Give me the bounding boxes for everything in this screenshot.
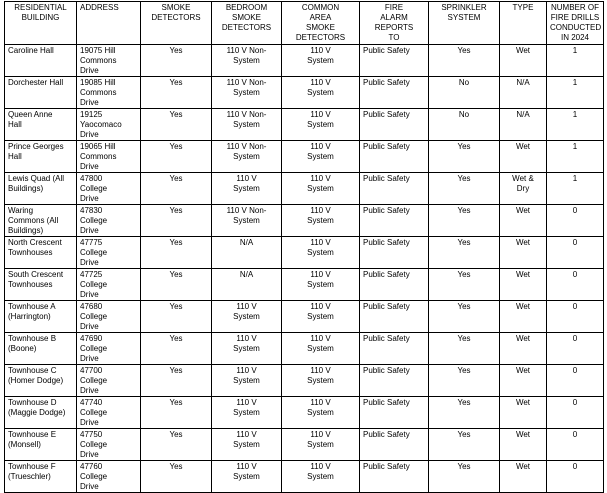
fire-drills-count-text: 0 <box>572 238 578 247</box>
building-name-text: Caroline Hall <box>8 46 54 55</box>
cell-building-name <box>5 109 77 141</box>
cell-building-name <box>5 77 77 109</box>
cell-common-area-smoke-detectors <box>282 237 360 269</box>
header-smoke-detectors: SMOKE DETECTORS <box>141 2 212 45</box>
fire-drills-count-text: 0 <box>572 462 578 471</box>
table-row <box>5 237 604 269</box>
cell-type <box>500 77 547 109</box>
header-row <box>5 2 604 45</box>
cell-building-name <box>5 173 77 205</box>
address-text: 19125 Yaocomaco Drive <box>80 110 122 139</box>
cell-address <box>77 45 141 77</box>
cell-bedroom-smoke-detectors <box>212 365 282 397</box>
cell-sprinkler-system <box>429 333 500 365</box>
smoke-detectors-text: Yes <box>169 398 183 407</box>
smoke-detectors-text: Yes <box>169 334 183 343</box>
table-row <box>5 45 604 77</box>
table-row <box>5 301 604 333</box>
fire-alarm-reports-to-text: Public Safety <box>363 334 410 343</box>
header-fire-drills-2024: NUMBER OF FIRE DRILLS CONDUCTED IN 2024 <box>547 2 604 45</box>
type-text: Wet <box>515 366 531 375</box>
cell-building-name <box>5 301 77 333</box>
cell-smoke-detectors <box>141 269 212 301</box>
cell-sprinkler-system <box>429 301 500 333</box>
cell-common-area-smoke-detectors <box>282 397 360 429</box>
address-text: 47690 College Drive <box>80 334 108 363</box>
common-area-smoke-detectors-text: 110 V System <box>307 174 334 193</box>
building-name-text: South Crescent Townhouses <box>8 270 64 289</box>
common-area-smoke-detectors-text: 110 V System <box>307 142 334 161</box>
fire-alarm-reports-to-text: Public Safety <box>363 174 410 183</box>
type-text: Wet <box>515 238 531 247</box>
smoke-detectors-text: Yes <box>169 270 183 279</box>
bedroom-smoke-detectors-text: 110 V Non- System <box>226 46 267 65</box>
cell-fire-alarm-reports-to <box>360 173 429 205</box>
cell-fire-drills-count <box>547 333 604 365</box>
type-text: Wet <box>515 46 531 55</box>
cell-sprinkler-system <box>429 173 500 205</box>
fire-alarm-reports-to-text: Public Safety <box>363 78 410 87</box>
cell-common-area-smoke-detectors <box>282 365 360 397</box>
type-text: Wet <box>515 462 531 471</box>
fire-drills-count-text: 0 <box>572 430 578 439</box>
cell-fire-alarm-reports-to <box>360 205 429 237</box>
fire-drills-count-text: 1 <box>572 174 578 183</box>
cell-smoke-detectors <box>141 397 212 429</box>
cell-building-name <box>5 397 77 429</box>
fire-alarm-reports-to-text: Public Safety <box>363 206 410 215</box>
cell-address <box>77 365 141 397</box>
cell-fire-alarm-reports-to <box>360 333 429 365</box>
cell-smoke-detectors <box>141 429 212 461</box>
building-name-text: Prince Georges Hall <box>8 142 64 161</box>
cell-sprinkler-system <box>429 77 500 109</box>
header-bedroom-smoke-detectors: BEDROOM SMOKE DETECTORS <box>212 2 282 45</box>
cell-address <box>77 429 141 461</box>
sprinkler-system-text: Yes <box>457 174 471 183</box>
cell-fire-drills-count <box>547 397 604 429</box>
cell-bedroom-smoke-detectors <box>212 205 282 237</box>
cell-type <box>500 237 547 269</box>
smoke-detectors-text: Yes <box>169 78 183 87</box>
building-name-text: Lewis Quad (All Buildings) <box>8 174 65 193</box>
building-name-text: Dorchester Hall <box>8 78 64 87</box>
fire-alarm-reports-to-text: Public Safety <box>363 302 410 311</box>
sprinkler-system-text: Yes <box>457 462 471 471</box>
cell-sprinkler-system <box>429 397 500 429</box>
sprinkler-system-text: Yes <box>457 334 471 343</box>
bedroom-smoke-detectors-text: 110 V System <box>233 430 260 449</box>
cell-sprinkler-system <box>429 109 500 141</box>
table-row <box>5 205 604 237</box>
cell-common-area-smoke-detectors <box>282 109 360 141</box>
cell-bedroom-smoke-detectors <box>212 269 282 301</box>
common-area-smoke-detectors-text: 110 V System <box>307 110 334 129</box>
common-area-smoke-detectors-text: 110 V System <box>307 334 334 353</box>
cell-type <box>500 269 547 301</box>
cell-fire-alarm-reports-to <box>360 77 429 109</box>
building-name-text: Townhouse E (Monsell) <box>8 430 57 449</box>
header-residential-building: RESIDENTIAL BUILDING <box>5 2 77 45</box>
cell-fire-alarm-reports-to <box>360 365 429 397</box>
fire-drills-count-text: 1 <box>572 142 578 151</box>
cell-building-name <box>5 333 77 365</box>
bedroom-smoke-detectors-text: N/A <box>239 270 254 279</box>
cell-bedroom-smoke-detectors <box>212 429 282 461</box>
address-text: 47725 College Drive <box>80 270 108 299</box>
cell-sprinkler-system <box>429 237 500 269</box>
type-text: Wet <box>515 430 531 439</box>
address-text: 19065 Hill Commons Drive <box>80 142 117 171</box>
building-name-text: Townhouse C (Homer Dodge) <box>8 366 64 385</box>
common-area-smoke-detectors-text: 110 V System <box>307 462 334 481</box>
bedroom-smoke-detectors-text: 110 V Non- System <box>226 78 267 97</box>
common-area-smoke-detectors-text: 110 V System <box>307 206 334 225</box>
type-text: Wet <box>515 142 531 151</box>
cell-fire-alarm-reports-to <box>360 141 429 173</box>
cell-fire-drills-count <box>547 461 604 493</box>
cell-address <box>77 269 141 301</box>
fire-alarm-reports-to-text: Public Safety <box>363 142 410 151</box>
cell-bedroom-smoke-detectors <box>212 77 282 109</box>
header-sprinkler-system: SPRINKLER SYSTEM <box>429 2 500 45</box>
cell-sprinkler-system <box>429 45 500 77</box>
building-name-text: North Crescent Townhouses <box>8 238 62 257</box>
table-row <box>5 77 604 109</box>
address-text: 47800 College Drive <box>80 174 108 203</box>
cell-type <box>500 397 547 429</box>
table-row <box>5 365 604 397</box>
common-area-smoke-detectors-text: 110 V System <box>307 430 334 449</box>
cell-smoke-detectors <box>141 109 212 141</box>
cell-fire-alarm-reports-to <box>360 45 429 77</box>
cell-address <box>77 205 141 237</box>
sprinkler-system-text: Yes <box>457 270 471 279</box>
address-text: 47680 College Drive <box>80 302 108 331</box>
cell-type <box>500 109 547 141</box>
cell-bedroom-smoke-detectors <box>212 173 282 205</box>
cell-building-name <box>5 269 77 301</box>
type-text: Wet <box>515 334 531 343</box>
cell-common-area-smoke-detectors <box>282 205 360 237</box>
cell-bedroom-smoke-detectors <box>212 237 282 269</box>
cell-address <box>77 77 141 109</box>
cell-common-area-smoke-detectors <box>282 429 360 461</box>
bedroom-smoke-detectors-text: 110 V System <box>233 334 260 353</box>
cell-type <box>500 333 547 365</box>
fire-alarm-reports-to-text: Public Safety <box>363 238 410 247</box>
cell-fire-alarm-reports-to <box>360 301 429 333</box>
building-name-text: Waring Commons (All Buildings) <box>8 206 59 235</box>
cell-smoke-detectors <box>141 301 212 333</box>
cell-address <box>77 397 141 429</box>
cell-smoke-detectors <box>141 461 212 493</box>
fire-alarm-reports-to-text: Public Safety <box>363 398 410 407</box>
building-name-text: Townhouse F (Trueschler) <box>8 462 56 481</box>
fire-alarm-reports-to-text: Public Safety <box>363 366 410 375</box>
sprinkler-system-text: Yes <box>457 142 471 151</box>
smoke-detectors-text: Yes <box>169 302 183 311</box>
cell-building-name <box>5 45 77 77</box>
cell-type <box>500 301 547 333</box>
common-area-smoke-detectors-text: 110 V System <box>307 78 334 97</box>
cell-address <box>77 461 141 493</box>
cell-smoke-detectors <box>141 45 212 77</box>
cell-bedroom-smoke-detectors <box>212 141 282 173</box>
cell-smoke-detectors <box>141 173 212 205</box>
cell-fire-alarm-reports-to <box>360 109 429 141</box>
cell-type <box>500 173 547 205</box>
type-text: Wet <box>515 398 531 407</box>
cell-type <box>500 429 547 461</box>
address-text: 47750 College Drive <box>80 430 108 459</box>
cell-common-area-smoke-detectors <box>282 45 360 77</box>
smoke-detectors-text: Yes <box>169 238 183 247</box>
table-row <box>5 269 604 301</box>
cell-fire-drills-count <box>547 109 604 141</box>
cell-fire-alarm-reports-to <box>360 397 429 429</box>
common-area-smoke-detectors-text: 110 V System <box>307 270 334 289</box>
address-text: 19075 Hill Commons Drive <box>80 46 117 75</box>
cell-smoke-detectors <box>141 77 212 109</box>
cell-building-name <box>5 237 77 269</box>
cell-bedroom-smoke-detectors <box>212 109 282 141</box>
cell-address <box>77 173 141 205</box>
sprinkler-system-text: Yes <box>457 302 471 311</box>
cell-fire-alarm-reports-to <box>360 269 429 301</box>
fire-alarm-reports-to-text: Public Safety <box>363 430 410 439</box>
cell-bedroom-smoke-detectors <box>212 397 282 429</box>
cell-bedroom-smoke-detectors <box>212 45 282 77</box>
cell-sprinkler-system <box>429 429 500 461</box>
cell-fire-alarm-reports-to <box>360 237 429 269</box>
header-common-area-smoke-detectors: COMMON AREA SMOKE DETECTORS <box>282 2 360 45</box>
bedroom-smoke-detectors-text: 110 V System <box>233 302 260 321</box>
table-row <box>5 429 604 461</box>
fire-drills-count-text: 0 <box>572 302 578 311</box>
cell-common-area-smoke-detectors <box>282 141 360 173</box>
fire-drills-count-text: 0 <box>572 398 578 407</box>
address-text: 47830 College Drive <box>80 206 108 235</box>
bedroom-smoke-detectors-text: 110 V Non- System <box>226 206 267 225</box>
header-fire-alarm-reports-to: FIRE ALARM REPORTS TO <box>360 2 429 45</box>
fire-drills-count-text: 1 <box>572 78 578 87</box>
cell-common-area-smoke-detectors <box>282 333 360 365</box>
cell-address <box>77 109 141 141</box>
bedroom-smoke-detectors-text: 110 V Non- System <box>226 110 267 129</box>
cell-address <box>77 301 141 333</box>
fire-safety-table <box>4 1 604 493</box>
sprinkler-system-text: Yes <box>457 206 471 215</box>
address-text: 47760 College Drive <box>80 462 108 491</box>
cell-type <box>500 141 547 173</box>
cell-smoke-detectors <box>141 205 212 237</box>
cell-fire-drills-count <box>547 173 604 205</box>
table-row <box>5 333 604 365</box>
cell-type <box>500 365 547 397</box>
cell-building-name <box>5 365 77 397</box>
cell-building-name <box>5 205 77 237</box>
fire-drills-count-text: 1 <box>572 46 578 55</box>
cell-fire-drills-count <box>547 141 604 173</box>
table-row <box>5 173 604 205</box>
cell-sprinkler-system <box>429 461 500 493</box>
address-text: 47700 College Drive <box>80 366 108 395</box>
cell-smoke-detectors <box>141 333 212 365</box>
sprinkler-system-text: Yes <box>457 430 471 439</box>
cell-fire-drills-count <box>547 269 604 301</box>
fire-alarm-reports-to-text: Public Safety <box>363 270 410 279</box>
cell-sprinkler-system <box>429 141 500 173</box>
sprinkler-system-text: No <box>458 110 470 119</box>
type-text: Wet <box>515 206 531 215</box>
bedroom-smoke-detectors-text: 110 V Non- System <box>226 142 267 161</box>
smoke-detectors-text: Yes <box>169 46 183 55</box>
bedroom-smoke-detectors-text: N/A <box>239 238 254 247</box>
cell-type <box>500 461 547 493</box>
cell-common-area-smoke-detectors <box>282 77 360 109</box>
type-text: Wet <box>515 270 531 279</box>
cell-type <box>500 45 547 77</box>
fire-drills-count-text: 0 <box>572 270 578 279</box>
smoke-detectors-text: Yes <box>169 142 183 151</box>
cell-address <box>77 333 141 365</box>
cell-fire-drills-count <box>547 237 604 269</box>
bedroom-smoke-detectors-text: 110 V System <box>233 398 260 417</box>
table-body <box>5 45 604 493</box>
cell-building-name <box>5 461 77 493</box>
sprinkler-system-text: Yes <box>457 238 471 247</box>
address-text: 19085 Hill Commons Drive <box>80 78 117 107</box>
smoke-detectors-text: Yes <box>169 110 183 119</box>
cell-common-area-smoke-detectors <box>282 269 360 301</box>
table-row <box>5 141 604 173</box>
fire-drills-count-text: 0 <box>572 334 578 343</box>
type-text: N/A <box>516 110 530 119</box>
cell-fire-drills-count <box>547 77 604 109</box>
fire-alarm-reports-to-text: Public Safety <box>363 110 410 119</box>
type-text: N/A <box>516 78 530 87</box>
fire-drills-count-text: 1 <box>572 110 578 119</box>
cell-building-name <box>5 429 77 461</box>
fire-safety-document <box>4 1 603 493</box>
cell-sprinkler-system <box>429 269 500 301</box>
building-name-text: Townhouse A (Harrington) <box>8 302 56 321</box>
cell-building-name <box>5 141 77 173</box>
table-row <box>5 461 604 493</box>
bedroom-smoke-detectors-text: 110 V System <box>233 462 260 481</box>
common-area-smoke-detectors-text: 110 V System <box>307 366 334 385</box>
cell-smoke-detectors <box>141 141 212 173</box>
cell-fire-drills-count <box>547 365 604 397</box>
cell-fire-alarm-reports-to <box>360 429 429 461</box>
cell-address <box>77 141 141 173</box>
building-name-text: Queen Anne Hall <box>8 110 53 129</box>
common-area-smoke-detectors-text: 110 V System <box>307 398 334 417</box>
smoke-detectors-text: Yes <box>169 430 183 439</box>
cell-type <box>500 205 547 237</box>
type-text: Wet & Dry <box>512 174 534 193</box>
cell-sprinkler-system <box>429 205 500 237</box>
address-text: 47775 College Drive <box>80 238 108 267</box>
sprinkler-system-text: Yes <box>457 46 471 55</box>
fire-alarm-reports-to-text: Public Safety <box>363 462 410 471</box>
common-area-smoke-detectors-text: 110 V System <box>307 46 334 65</box>
cell-common-area-smoke-detectors <box>282 461 360 493</box>
cell-fire-drills-count <box>547 205 604 237</box>
building-name-text: Townhouse D (Maggie Dodge) <box>8 398 66 417</box>
bedroom-smoke-detectors-text: 110 V System <box>233 366 260 385</box>
cell-address <box>77 237 141 269</box>
cell-fire-drills-count <box>547 45 604 77</box>
building-name-text: Townhouse B (Boone) <box>8 334 57 353</box>
smoke-detectors-text: Yes <box>169 366 183 375</box>
bedroom-smoke-detectors-text: 110 V System <box>233 174 260 193</box>
smoke-detectors-text: Yes <box>169 462 183 471</box>
cell-fire-drills-count <box>547 301 604 333</box>
fire-drills-count-text: 0 <box>572 366 578 375</box>
header-type: TYPE <box>500 2 547 45</box>
cell-fire-alarm-reports-to <box>360 461 429 493</box>
smoke-detectors-text: Yes <box>169 206 183 215</box>
header-address: ADDRESS <box>77 2 141 45</box>
fire-drills-count-text: 0 <box>572 206 578 215</box>
cell-bedroom-smoke-detectors <box>212 333 282 365</box>
sprinkler-system-text: Yes <box>457 366 471 375</box>
cell-sprinkler-system <box>429 365 500 397</box>
cell-smoke-detectors <box>141 365 212 397</box>
common-area-smoke-detectors-text: 110 V System <box>307 238 334 257</box>
table-row <box>5 109 604 141</box>
type-text: Wet <box>515 302 531 311</box>
cell-common-area-smoke-detectors <box>282 173 360 205</box>
fire-alarm-reports-to-text: Public Safety <box>363 46 410 55</box>
smoke-detectors-text: Yes <box>169 174 183 183</box>
cell-bedroom-smoke-detectors <box>212 301 282 333</box>
sprinkler-system-text: No <box>458 78 470 87</box>
cell-common-area-smoke-detectors <box>282 301 360 333</box>
cell-fire-drills-count <box>547 429 604 461</box>
cell-smoke-detectors <box>141 237 212 269</box>
sprinkler-system-text: Yes <box>457 398 471 407</box>
cell-bedroom-smoke-detectors <box>212 461 282 493</box>
address-text: 47740 College Drive <box>80 398 108 427</box>
common-area-smoke-detectors-text: 110 V System <box>307 302 334 321</box>
table-row <box>5 397 604 429</box>
